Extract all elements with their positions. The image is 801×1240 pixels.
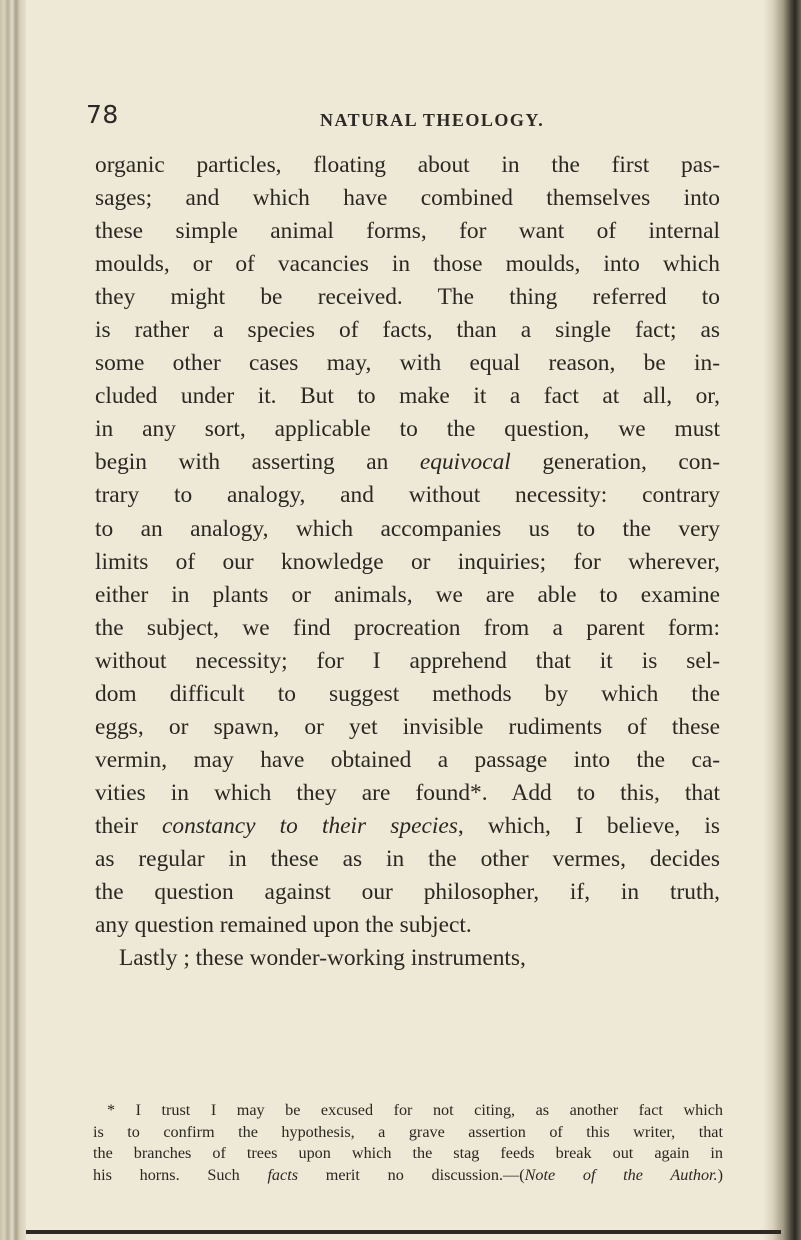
footnote-line (93, 1122, 723, 1144)
body-text: without necessity; for I apprehend that it is sel- (95, 647, 720, 674)
page-binding-edge (0, 0, 26, 1240)
body-line (95, 843, 720, 876)
footnote-text: his horns. Such (93, 1165, 268, 1184)
body-text: to an analogy, which accompanies us to the very (95, 515, 720, 542)
body-text: vities in which they are found*. Add to this, that (95, 779, 720, 806)
footnote-text: ) (717, 1165, 723, 1184)
body-text: some other cases may, with equal reason, be in- (95, 350, 720, 377)
body-text: these simple animal forms, for want of internal (95, 218, 720, 245)
body-line (95, 744, 720, 777)
body-text: the subject, we find procreation from a parent form: (95, 614, 720, 641)
body-text: in any sort, applicable to the question, we must (95, 416, 720, 443)
body-text: organic particles, floating about in the first pas- (95, 152, 720, 178)
body-line (95, 380, 720, 413)
body-line (95, 446, 720, 479)
body-text: is rather a species of facts, than a single fact; as (95, 317, 720, 344)
body-line (95, 678, 720, 711)
body-text: eggs, or spawn, or yet invisible rudiments of these (95, 713, 720, 740)
body-text: dom difficult to suggest methods by which the (95, 680, 720, 707)
body-line (95, 347, 720, 380)
body-text: either in plants or animals, we are able to examine (95, 581, 720, 608)
body-italic-text: constancy to their species (162, 812, 458, 839)
body-italic-text: equivocal (419, 449, 511, 476)
body-line (95, 909, 720, 942)
page-right-edge (763, 0, 801, 1240)
page-number: 78 (86, 100, 119, 129)
footnote-block (93, 1100, 723, 1186)
body-text: any question remained upon the subject. (95, 912, 472, 939)
body-text: they might be received. The thing referred to (95, 284, 720, 311)
footnote-text: merit no discussion.—( (298, 1165, 525, 1184)
page-header (86, 100, 746, 134)
body-line (95, 479, 720, 512)
body-line (95, 711, 720, 744)
footnote-italic-text: facts (267, 1165, 299, 1184)
body-line (95, 612, 720, 645)
body-line (95, 413, 720, 446)
body-text: their (95, 812, 162, 839)
body-line (95, 513, 720, 546)
body-line (95, 314, 720, 347)
body-text: limits of our knowledge or inquiries; for wherever, (95, 548, 720, 575)
footnote-line (93, 1165, 723, 1187)
body-text: Lastly ; these wonder-working instruments, (119, 945, 526, 972)
body-line (95, 777, 720, 810)
footnote-text: * I trust I may be excused for not citing, as another fact which (107, 1101, 723, 1119)
body-text: generation, con- (510, 449, 720, 476)
body-text: trary to analogy, and without necessity: contrary (95, 482, 720, 509)
footnote-italic-text: Note of the Author. (524, 1165, 718, 1184)
body-line (95, 876, 720, 909)
page-bottom-edge (26, 1230, 781, 1234)
body-line (95, 215, 720, 248)
footnote-text: is to confirm the hypothesis, a grave assertion of this writer, that (93, 1122, 723, 1141)
body-line (95, 149, 720, 182)
body-text: the question against our philosopher, if, in truth, (95, 879, 720, 906)
body-line (95, 645, 720, 678)
footnote-line (93, 1143, 723, 1165)
body-line (95, 248, 720, 281)
body-text: as regular in these as in the other vermes, decides (95, 845, 720, 872)
running-head: NATURAL THEOLOGY. (320, 110, 545, 130)
body-text: , which, I believe, is (457, 812, 720, 839)
body-line (95, 579, 720, 612)
footnote-text: the branches of trees upon which the stag feeds break out again in (93, 1144, 723, 1163)
body-line (95, 942, 720, 975)
body-text: begin with asserting an (95, 449, 420, 476)
body-text: moulds, or of vacancies in those moulds, into which (95, 251, 720, 278)
body-line (95, 182, 720, 215)
body-line (95, 281, 720, 314)
body-line (95, 546, 720, 579)
body-text (95, 149, 720, 975)
body-text: sages; and which have combined themselves into (95, 185, 720, 212)
footnote-line (93, 1100, 723, 1122)
body-text: vermin, may have obtained a passage into the ca- (95, 746, 720, 773)
body-line (95, 810, 720, 843)
body-text: cluded under it. But to make it a fact at all, or, (95, 383, 720, 410)
